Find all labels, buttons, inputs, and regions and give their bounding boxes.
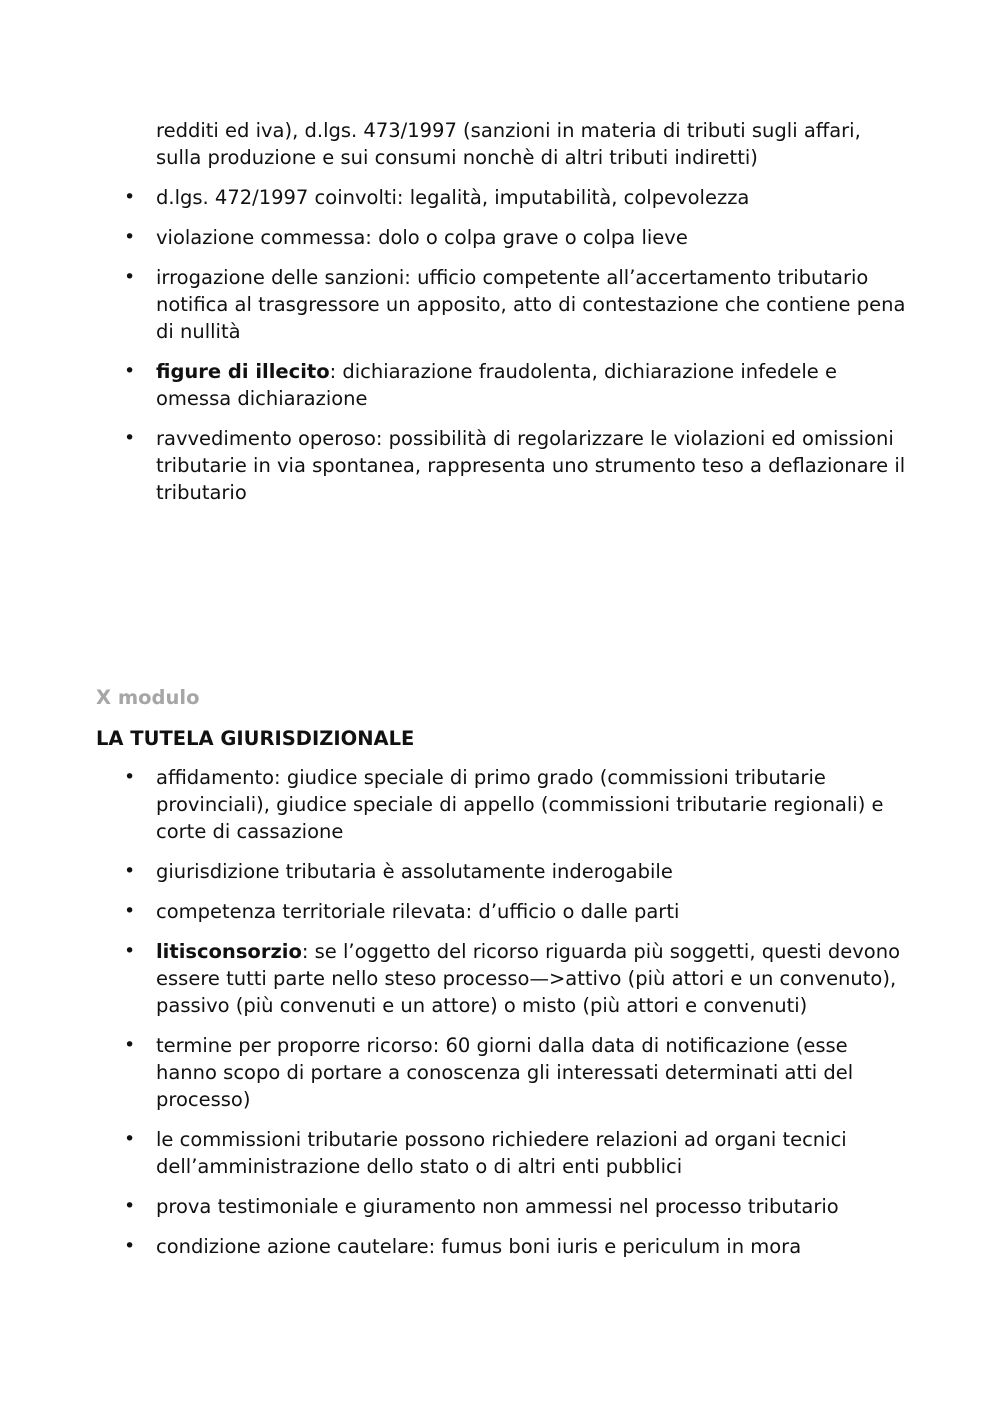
list-item-text: : dichiarazione fraudolenta, dichiarazione infedele e omessa dichiarazione <box>156 360 837 410</box>
bullet-icon: • <box>124 427 136 449</box>
list-item-text: d.lgs. 472/1997 coinvolti: legalità, imputabilità, colpevolezza <box>156 186 750 209</box>
list-item-text: giurisdizione tributaria è assolutamente inderogabile <box>156 860 673 883</box>
bullet-icon: • <box>124 360 136 382</box>
bottom-bullet-list <box>96 764 906 1273</box>
bullet-icon: • <box>124 766 136 788</box>
list-item-continuation <box>96 117 906 171</box>
list-item-bold-term: litisconsorzio <box>156 940 302 963</box>
list-item-bold-term: figure di illecito <box>156 360 330 383</box>
list-item <box>96 1193 906 1220</box>
list-item <box>96 898 906 925</box>
bullet-icon: • <box>124 900 136 922</box>
list-item-text: prova testimoniale e giuramento non ammessi nel processo tributario <box>156 1195 839 1218</box>
list-item-text: termine per proporre ricorso: 60 giorni dalla data di notificazione (esse hanno scopo di portare a conoscenza gli interessati determinati atti del processo) <box>156 1034 854 1111</box>
list-item <box>96 425 906 506</box>
list-item <box>96 264 906 345</box>
list-item-text: redditi ed iva), d.lgs. 473/1997 (sanzioni in materia di tributi sugli affari, sulla produzione e sui consumi nonchè di altri tributi indiretti) <box>156 119 861 169</box>
list-item <box>96 938 906 1019</box>
list-item <box>96 224 906 251</box>
list-item-text: condizione azione cautelare: fumus boni iuris e periculum in mora <box>156 1235 802 1258</box>
list-item <box>96 184 906 211</box>
module-label: X modulo <box>96 686 200 709</box>
list-item-text: competenza territoriale rilevata: d’ufficio o dalle parti <box>156 900 680 923</box>
list-item <box>96 358 906 412</box>
bullet-icon: • <box>124 940 136 962</box>
bullet-icon: • <box>124 1235 136 1257</box>
list-item-text: violazione commessa: dolo o colpa grave o colpa lieve <box>156 226 688 249</box>
top-bullet-list <box>96 117 906 519</box>
list-item <box>96 858 906 885</box>
list-item-text: affidamento: giudice speciale di primo grado (commissioni tributarie provinciali), giudice speciale di appello (commissioni tributarie regionali) e corte di cassazione <box>156 766 884 843</box>
list-item <box>96 1032 906 1113</box>
section-title: LA TUTELA GIURISDIZIONALE <box>96 727 415 750</box>
list-item <box>96 1233 906 1260</box>
list-item <box>96 764 906 845</box>
list-item-text: ravvedimento operoso: possibilità di regolarizzare le violazioni ed omissioni tributarie in via spontanea, rappresenta uno strumento teso a deflazionare il tributario <box>156 427 906 504</box>
bullet-icon: • <box>124 186 136 208</box>
bullet-icon: • <box>124 226 136 248</box>
list-item-text: : se l’oggetto del ricorso riguarda più soggetti, questi devono essere tutti parte nello steso processo—>attivo (più attori e un convenuto), passivo (più convenuti e un attore) o misto (più attori e convenuti) <box>156 940 901 1017</box>
bullet-icon: • <box>124 1128 136 1150</box>
bullet-icon: • <box>124 860 136 882</box>
bullet-icon: • <box>124 1034 136 1056</box>
list-item-text: le commissioni tributarie possono richiedere relazioni ad organi tecnici dell’amministrazione dello stato o di altri enti pubblici <box>156 1128 847 1178</box>
bullet-icon: • <box>124 1195 136 1217</box>
list-item-text: irrogazione delle sanzioni: ufficio competente all’accertamento tributario notifica al trasgressore un apposito, atto di contestazione che contiene pena di nullità <box>156 266 906 343</box>
list-item <box>96 1126 906 1180</box>
bullet-icon: • <box>124 266 136 288</box>
